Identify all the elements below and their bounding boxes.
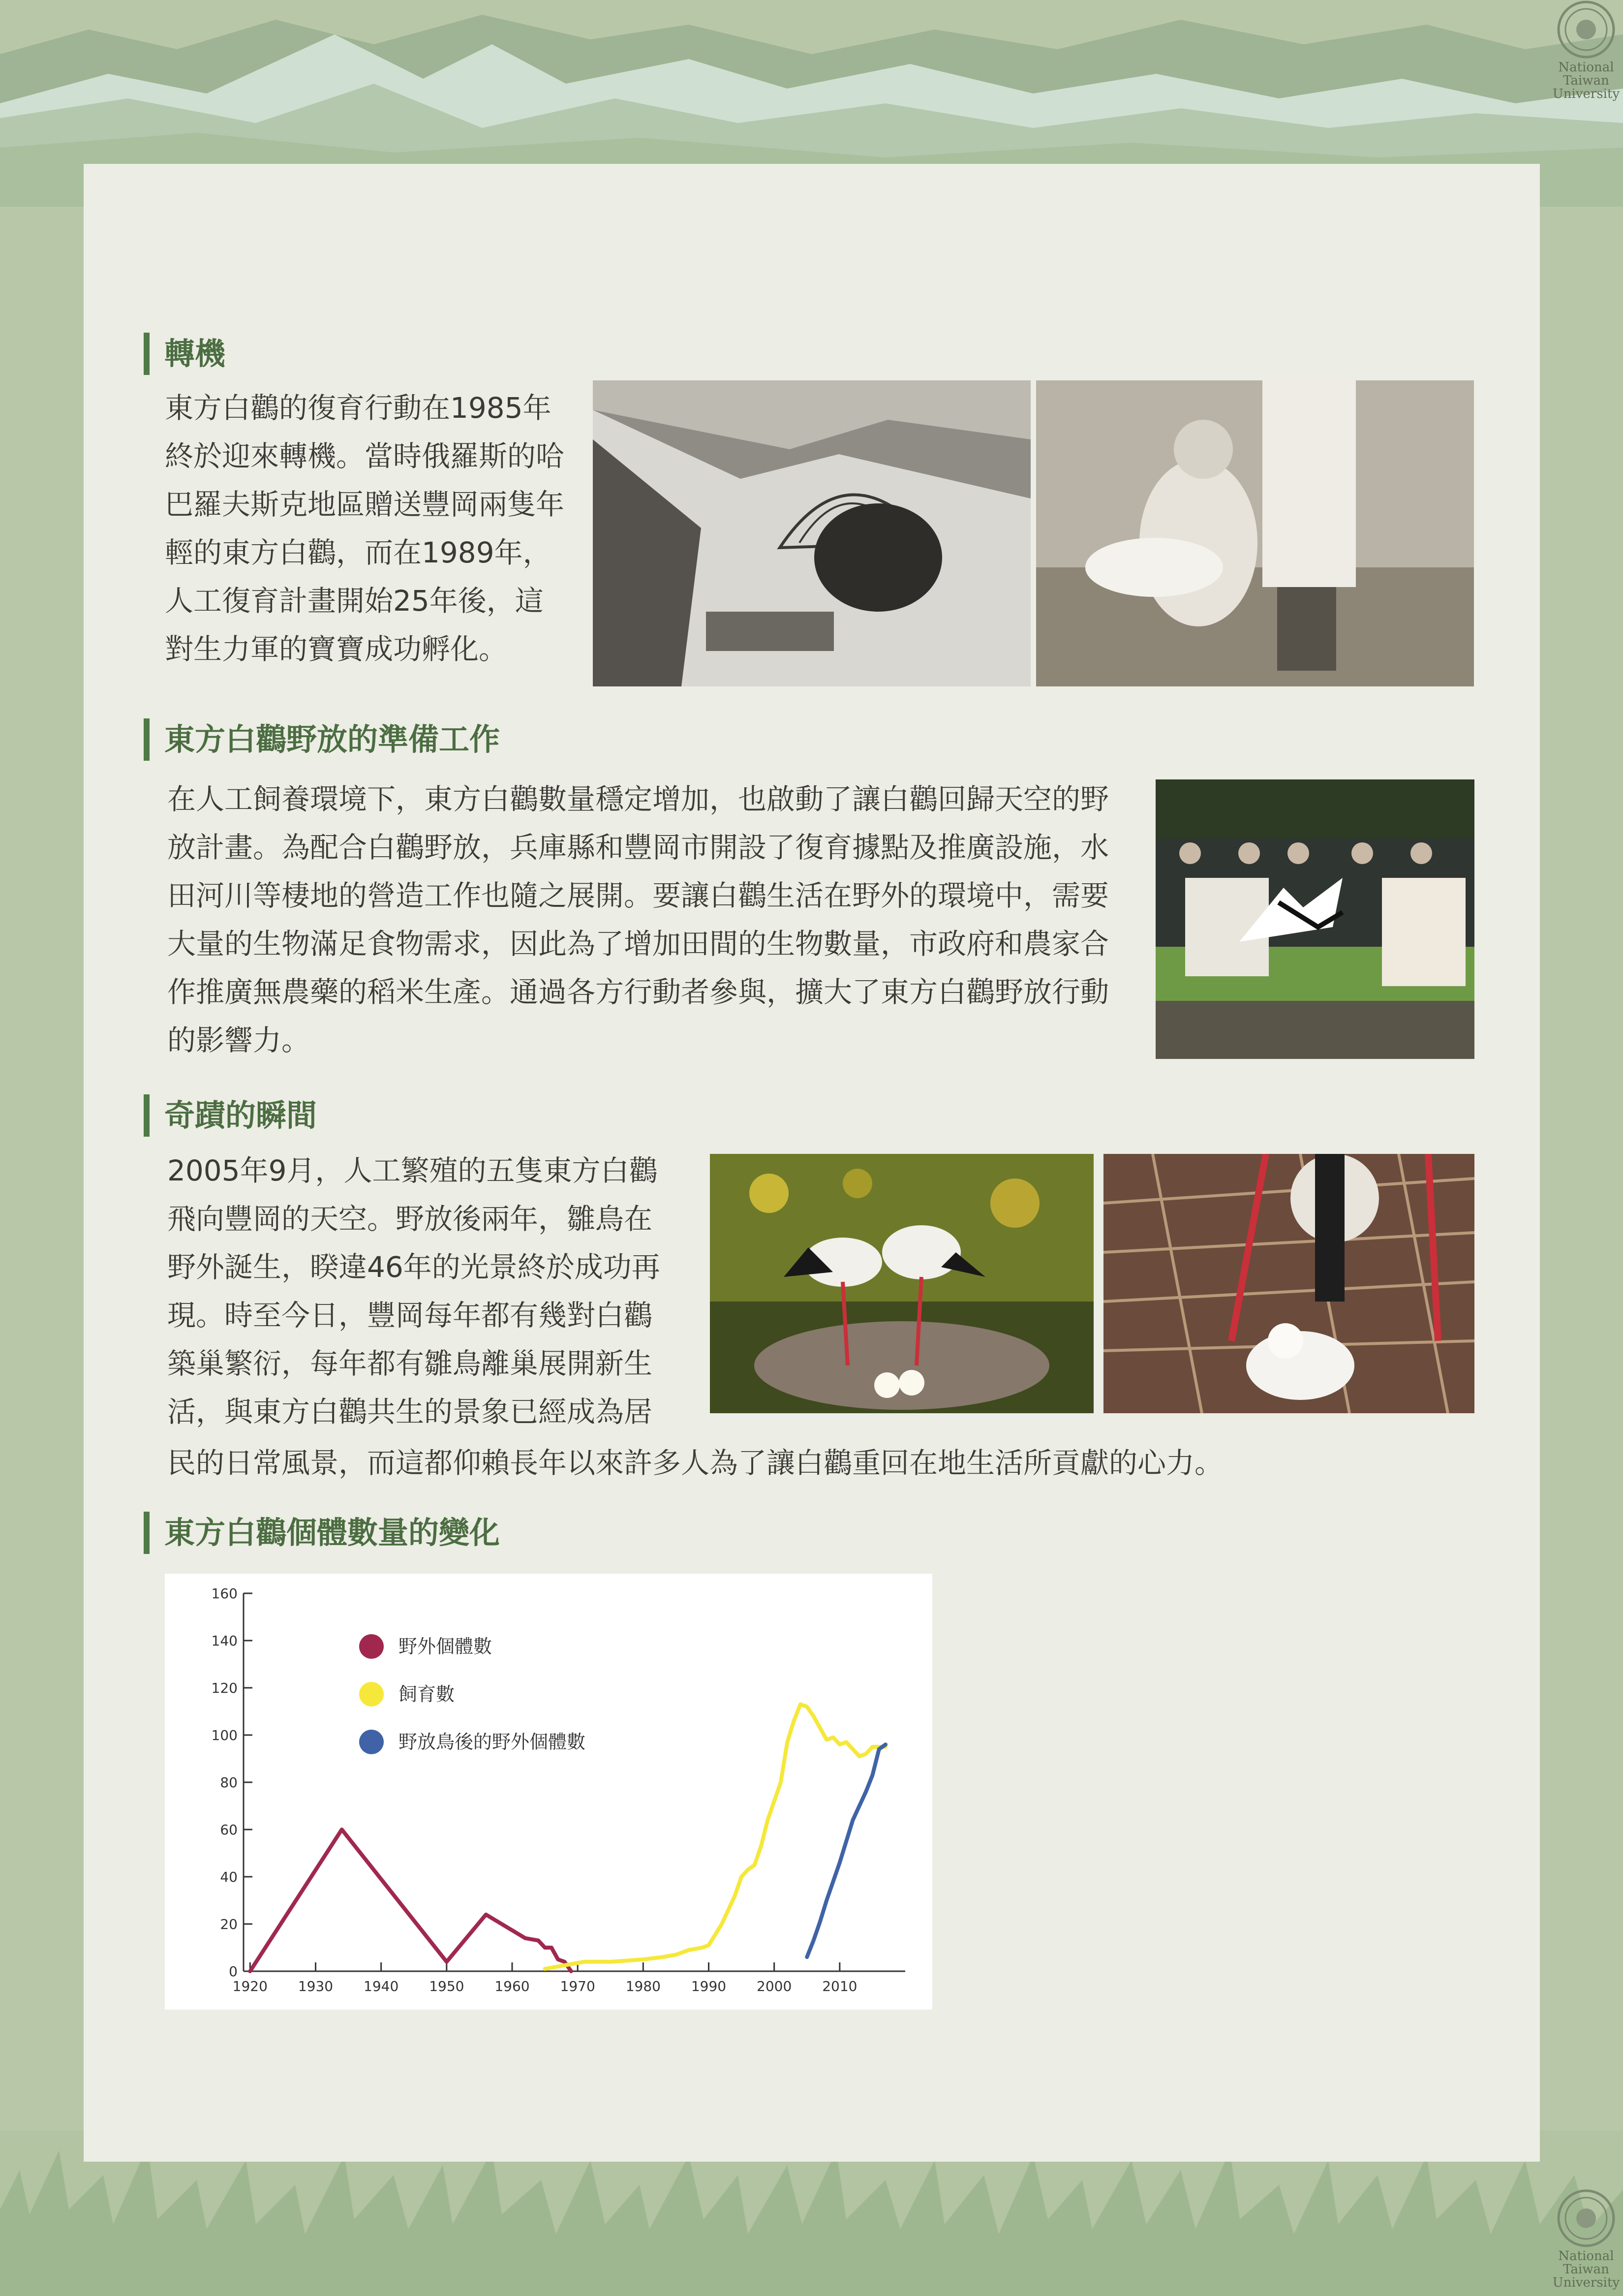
text-line: 2005年9月，人工繁殖的五隻東方白鸛: [167, 1154, 658, 1187]
x-tick-label: 2010: [822, 1978, 857, 1994]
university-logo: [1547, 0, 1623, 101]
release-paragraph: [167, 775, 1151, 1064]
x-tick-label: 2000: [757, 1978, 792, 1994]
text-line: 飛向豐岡的天空。野放後兩年，雛鳥在: [167, 1202, 653, 1236]
text-line: 田河川等棲地的營造工作也隨之展開。要讓白鸛生活在野外的環境中，需要: [167, 879, 1109, 912]
series-line: [250, 1830, 571, 1971]
text-line: 放計畫。為配合白鸛野放，兵庫縣和豐岡市開設了復育據點及推廣設施，水: [167, 831, 1109, 864]
x-tick-label: 1920: [232, 1978, 268, 1994]
series-line: [545, 1705, 886, 1969]
text-line: 築巢繁衍，每年都有雛鳥離巢展開新生: [167, 1347, 653, 1380]
x-tick-label: 1940: [364, 1978, 399, 1994]
section-title-population: 東方白鸛個體數量的變化: [144, 1512, 500, 1554]
photo-release-ceremony: [1156, 779, 1474, 1059]
x-tick-label: 1960: [494, 1978, 530, 1994]
logo-line-1: National: [1558, 2249, 1614, 2264]
text-line: 活，與東方白鸛共生的景象已經成為居: [167, 1395, 653, 1428]
legend-marker: [359, 1634, 384, 1659]
y-tick-label: 60: [220, 1822, 238, 1838]
x-tick-label: 1930: [298, 1978, 334, 1994]
legend-marker: [359, 1682, 384, 1706]
text-line: 巴羅夫斯克地區贈送豐岡兩隻年: [165, 488, 565, 521]
y-tick-label: 100: [211, 1727, 238, 1743]
text-line: 野外誕生，睽違46年的光景終於成功再: [167, 1250, 660, 1284]
text-line: 的影響力。: [167, 1024, 310, 1057]
section-title-turning: 轉機: [144, 333, 225, 375]
photo-stork-pair-nest: [710, 1154, 1094, 1413]
text-line: 大量的生物滿足食物需求，因此為了增加田間的生物數量，市政府和農家合: [167, 927, 1109, 961]
university-logo-bottom: [1547, 2189, 1623, 2290]
photo-aviary-snow: [593, 380, 1031, 686]
y-tick-label: 80: [220, 1774, 238, 1791]
text-line: 在人工飼養環境下，東方白鸛數量穩定增加，也啟動了讓白鸛回歸天空的野: [167, 782, 1109, 816]
logo-line-1: National: [1558, 60, 1614, 75]
population-chart: [165, 1574, 932, 2010]
x-tick-label: 1980: [625, 1978, 661, 1994]
text-line: 東方白鸛的復育行動在1985年: [165, 391, 551, 425]
y-tick-label: 120: [211, 1680, 238, 1696]
series-line: [807, 1744, 886, 1957]
university-seal-icon: [1557, 2189, 1616, 2248]
logo-line-2: Taiwan: [1563, 2262, 1609, 2277]
section-title-release: 東方白鸛野放的準備工作: [144, 718, 500, 761]
miracle-paragraph-tail: 民的日常風景，而這都仰賴長年以來許多人為了讓白鸛重回在地生活所貢獻的心力。: [167, 1446, 1224, 1480]
text-line: 作推廣無農藥的稻米生產。通過各方行動者參與，擴大了東方白鸛野放行動: [167, 975, 1109, 1009]
legend-marker: [359, 1730, 384, 1754]
x-tick-label: 1970: [560, 1978, 595, 1994]
turning-paragraph: [165, 384, 593, 673]
text-line: 終於迎來轉機。當時俄羅斯的哈: [165, 439, 565, 473]
logo-line-3: University: [1552, 87, 1620, 101]
section-title-miracle: 奇蹟的瞬間: [144, 1094, 317, 1137]
legend-label: 飼育數: [398, 1683, 455, 1705]
photo-handlers-with-stork: [1036, 380, 1474, 686]
text-line: 現。時至今日，豐岡每年都有幾對白鸛: [167, 1299, 653, 1332]
y-tick-label: 140: [211, 1633, 238, 1649]
x-tick-label: 1990: [691, 1978, 727, 1994]
y-tick-label: 40: [220, 1869, 238, 1885]
photo-stork-chicks: [1103, 1154, 1474, 1413]
legend-label: 野放鳥後的野外個體數: [398, 1731, 586, 1753]
text-line: 對生力軍的寶寶成功孵化。: [165, 632, 508, 666]
x-tick-label: 1950: [429, 1978, 464, 1994]
y-tick-label: 20: [220, 1916, 238, 1932]
miracle-paragraph: [167, 1147, 708, 1436]
text-line: 輕的東方白鸛，而在1989年，: [165, 536, 551, 569]
university-seal-icon: [1557, 0, 1616, 59]
text-line: 人工復育計畫開始25年後，這: [165, 584, 544, 618]
population-chart-svg: [165, 1574, 932, 2010]
logo-line-3: University: [1552, 2275, 1620, 2290]
logo-line-2: Taiwan: [1563, 73, 1609, 88]
legend-label: 野外個體數: [398, 1636, 492, 1657]
y-tick-label: 160: [211, 1585, 238, 1602]
y-tick-label: 0: [229, 1963, 238, 1980]
